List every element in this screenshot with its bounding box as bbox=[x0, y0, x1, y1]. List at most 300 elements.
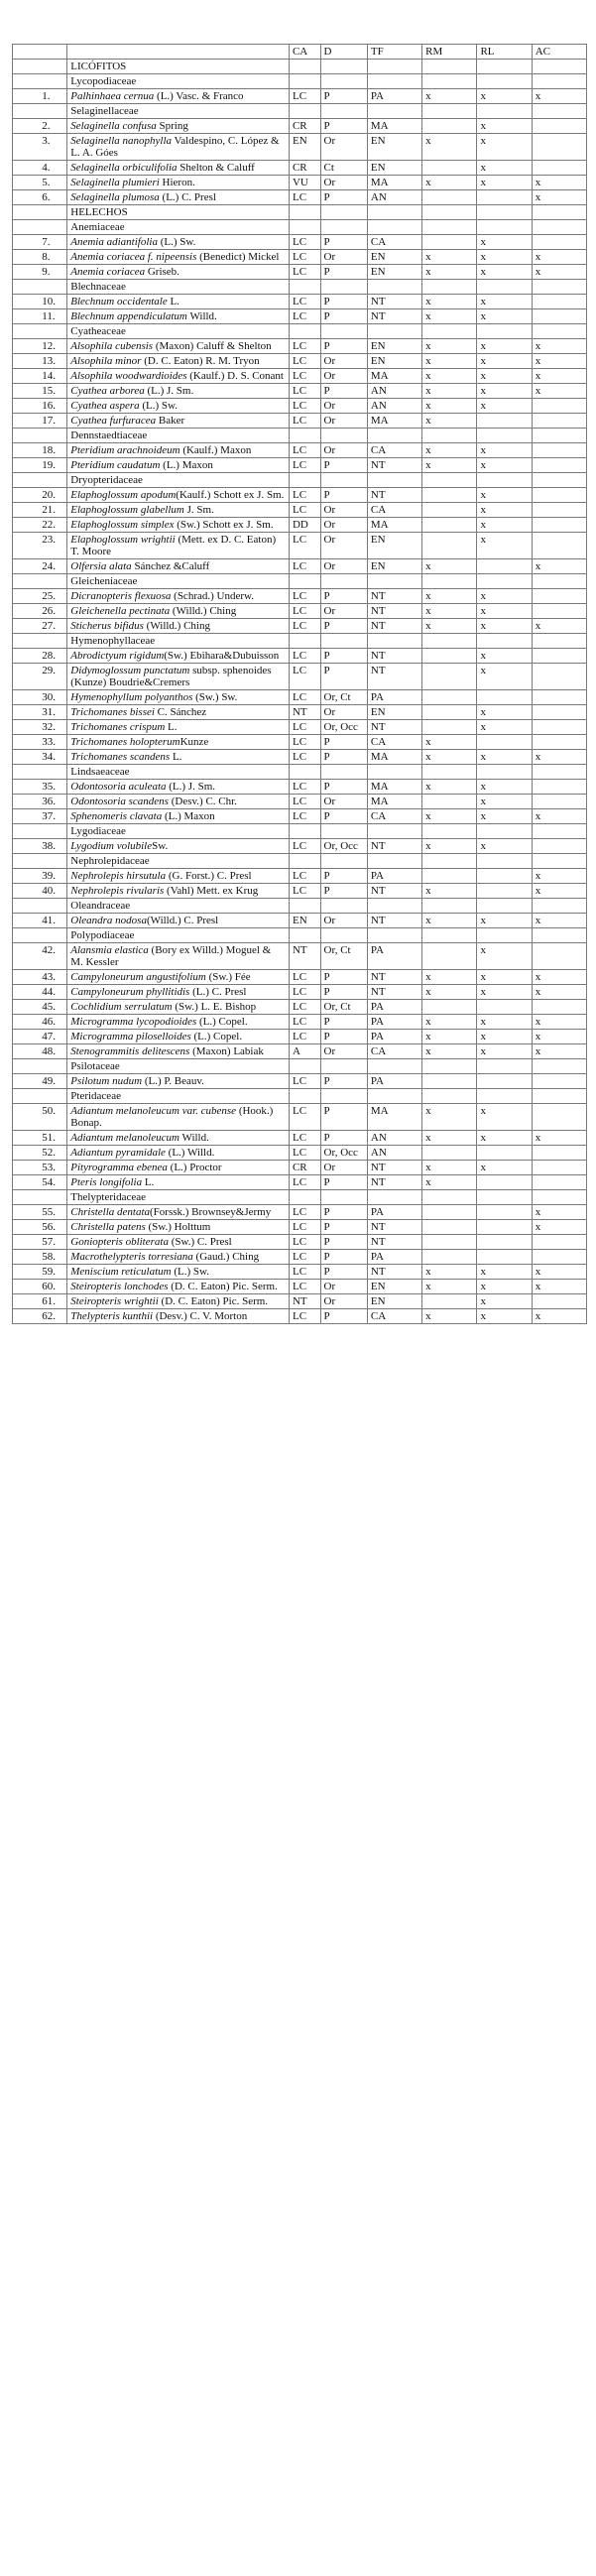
species-name: Trichomanes bissei bbox=[70, 706, 155, 718]
species-name-cell bbox=[67, 369, 290, 384]
species-row bbox=[13, 1074, 587, 1089]
tf-cell: NT bbox=[367, 309, 421, 324]
row-num-empty bbox=[13, 574, 67, 589]
row-number: 58. bbox=[42, 1251, 57, 1263]
species-name: Blechnum appendiculatum bbox=[70, 310, 187, 322]
species-name-cell bbox=[67, 985, 290, 1000]
header-row bbox=[13, 45, 587, 60]
species-author: (Gaud.) Ching bbox=[192, 1251, 260, 1263]
species-name: Trichomanes crispum bbox=[70, 721, 166, 733]
empty-cell bbox=[532, 104, 586, 119]
empty-cell bbox=[320, 1190, 367, 1205]
species-author: Spring bbox=[156, 120, 188, 132]
ca-cell: LC bbox=[289, 809, 320, 824]
rm-cell bbox=[422, 190, 477, 205]
empty-cell bbox=[320, 1089, 367, 1104]
family-row bbox=[13, 1089, 587, 1104]
row-number-cell bbox=[13, 265, 67, 280]
rm-cell bbox=[422, 1074, 477, 1089]
rl-cell: x bbox=[477, 780, 532, 795]
tf-cell: PA bbox=[367, 869, 421, 884]
rm-cell: x bbox=[422, 384, 477, 399]
rm-cell bbox=[422, 649, 477, 664]
rm-cell bbox=[422, 235, 477, 250]
species-row bbox=[13, 1220, 587, 1235]
row-number-cell bbox=[13, 1030, 67, 1044]
row-number-cell bbox=[13, 604, 67, 619]
species-name-cell bbox=[67, 649, 290, 664]
rl-cell bbox=[477, 1146, 532, 1161]
species-table bbox=[12, 44, 587, 1324]
species-row bbox=[13, 735, 587, 750]
d-cell: Or bbox=[320, 1280, 367, 1294]
empty-cell bbox=[320, 574, 367, 589]
row-number: 13. bbox=[42, 355, 57, 367]
ac-cell: x bbox=[532, 1131, 586, 1146]
species-author: (L.) Proctor bbox=[167, 1162, 222, 1173]
row-number: 16. bbox=[42, 400, 57, 412]
rl-cell: x bbox=[477, 488, 532, 503]
row-number: 8. bbox=[42, 251, 51, 263]
rm-cell bbox=[422, 664, 477, 690]
empty-cell bbox=[320, 324, 367, 339]
species-author: (L.) Vasc. & Franco bbox=[154, 90, 244, 102]
row-number-cell bbox=[13, 619, 67, 634]
species-name-cell bbox=[67, 339, 290, 354]
row-number-cell bbox=[13, 1220, 67, 1235]
d-cell: P bbox=[320, 265, 367, 280]
empty-cell bbox=[367, 280, 421, 295]
ac-cell: x bbox=[532, 985, 586, 1000]
species-row bbox=[13, 1175, 587, 1190]
row-num-empty bbox=[13, 74, 67, 89]
ca-cell: LC bbox=[289, 1146, 320, 1161]
species-author: (L.) Sw. bbox=[171, 1266, 209, 1278]
species-name: Meniscium reticulatum bbox=[70, 1266, 172, 1278]
ac-cell bbox=[532, 1250, 586, 1265]
empty-cell bbox=[289, 928, 320, 943]
row-num-empty bbox=[13, 429, 67, 443]
empty-cell bbox=[422, 60, 477, 74]
ca-cell: CR bbox=[289, 161, 320, 176]
row-number-cell bbox=[13, 1146, 67, 1161]
ac-cell bbox=[532, 134, 586, 161]
ca-cell: LC bbox=[289, 619, 320, 634]
tf-cell: NT bbox=[367, 839, 421, 854]
species-name-cell bbox=[67, 780, 290, 795]
ac-cell bbox=[532, 720, 586, 735]
d-cell: P bbox=[320, 488, 367, 503]
tf-cell: NT bbox=[367, 985, 421, 1000]
row-number: 20. bbox=[42, 489, 57, 501]
species-row bbox=[13, 190, 587, 205]
empty-cell bbox=[532, 220, 586, 235]
empty-cell bbox=[532, 429, 586, 443]
family-label: Lindsaeaceae bbox=[67, 765, 290, 780]
rm-cell: x bbox=[422, 1280, 477, 1294]
species-author: (Willd.) Ching bbox=[143, 620, 210, 632]
row-number: 43. bbox=[42, 971, 57, 983]
family-row bbox=[13, 1059, 587, 1074]
row-num-empty bbox=[13, 60, 67, 74]
d-cell: P bbox=[320, 1250, 367, 1265]
ac-cell bbox=[532, 1000, 586, 1015]
row-number-cell bbox=[13, 309, 67, 324]
empty-cell bbox=[422, 104, 477, 119]
d-cell: P bbox=[320, 809, 367, 824]
ca-cell: LC bbox=[289, 664, 320, 690]
group-row bbox=[13, 205, 587, 220]
ca-cell: LC bbox=[289, 265, 320, 280]
species-author: (L.) C. Presl bbox=[189, 986, 247, 998]
family-label: Gleicheniaceae bbox=[67, 574, 290, 589]
rm-cell: x bbox=[422, 1161, 477, 1175]
rl-cell: x bbox=[477, 1280, 532, 1294]
species-name-cell bbox=[67, 619, 290, 634]
ac-cell: x bbox=[532, 1309, 586, 1324]
tf-cell: CA bbox=[367, 735, 421, 750]
species-author: (L.) J. Sm. bbox=[144, 385, 194, 397]
rl-cell: x bbox=[477, 1294, 532, 1309]
species-name: Pteridium caudatum bbox=[70, 459, 161, 471]
d-cell: P bbox=[320, 1175, 367, 1190]
rl-cell: x bbox=[477, 985, 532, 1000]
species-row bbox=[13, 414, 587, 429]
tf-cell: CA bbox=[367, 1309, 421, 1324]
species-row bbox=[13, 265, 587, 280]
species-author: (L.) Maxon bbox=[160, 459, 213, 471]
rm-cell bbox=[422, 1294, 477, 1309]
tf-cell: MA bbox=[367, 518, 421, 533]
row-number-cell bbox=[13, 190, 67, 205]
ca-cell: LC bbox=[289, 503, 320, 518]
rm-cell: x bbox=[422, 295, 477, 309]
row-number-cell bbox=[13, 690, 67, 705]
species-author: (Maxon) Caluff & Shelton bbox=[153, 340, 272, 352]
rm-cell: x bbox=[422, 369, 477, 384]
rl-cell: x bbox=[477, 384, 532, 399]
species-row bbox=[13, 750, 587, 765]
rl-cell bbox=[477, 1250, 532, 1265]
species-author: L. bbox=[142, 1176, 155, 1188]
row-number-cell bbox=[13, 1000, 67, 1015]
species-name-cell bbox=[67, 354, 290, 369]
species-author: (Desv.) C. V. Morton bbox=[153, 1310, 248, 1322]
rm-cell bbox=[422, 869, 477, 884]
rm-cell: x bbox=[422, 884, 477, 899]
d-cell: Or bbox=[320, 914, 367, 928]
rl-cell: x bbox=[477, 354, 532, 369]
rl-cell: x bbox=[477, 604, 532, 619]
empty-cell bbox=[367, 60, 421, 74]
rl-cell: x bbox=[477, 589, 532, 604]
row-number: 30. bbox=[42, 691, 57, 703]
document-page bbox=[12, 44, 587, 1324]
d-cell: Or bbox=[320, 399, 367, 414]
species-author: (Sw.) Schott ex J. Sm. bbox=[174, 519, 274, 531]
row-number-cell bbox=[13, 809, 67, 824]
row-number: 31. bbox=[42, 706, 57, 718]
ac-cell: x bbox=[532, 1044, 586, 1059]
species-name: Campyloneurum phyllitidis bbox=[70, 986, 190, 998]
tf-cell: MA bbox=[367, 119, 421, 134]
species-author: (L.) Sw. bbox=[139, 400, 179, 412]
empty-cell bbox=[532, 765, 586, 780]
family-row bbox=[13, 220, 587, 235]
ca-cell: LC bbox=[289, 1235, 320, 1250]
d-cell: P bbox=[320, 970, 367, 985]
species-name-cell bbox=[67, 914, 290, 928]
family-row bbox=[13, 899, 587, 914]
ac-cell: x bbox=[532, 1280, 586, 1294]
row-number: 4. bbox=[42, 162, 51, 174]
d-cell: P bbox=[320, 458, 367, 473]
family-row bbox=[13, 429, 587, 443]
row-number: 38. bbox=[42, 840, 57, 852]
ac-cell bbox=[532, 589, 586, 604]
species-row bbox=[13, 1146, 587, 1161]
row-number-cell bbox=[13, 1074, 67, 1089]
species-row bbox=[13, 134, 587, 161]
empty-cell bbox=[477, 1059, 532, 1074]
tf-cell: NT bbox=[367, 1161, 421, 1175]
family-row bbox=[13, 854, 587, 869]
ca-cell: LC bbox=[289, 488, 320, 503]
rl-cell: x bbox=[477, 119, 532, 134]
rm-cell bbox=[422, 161, 477, 176]
ca-cell: NT bbox=[289, 1294, 320, 1309]
tf-cell: PA bbox=[367, 1015, 421, 1030]
empty-cell bbox=[367, 324, 421, 339]
ac-cell bbox=[532, 399, 586, 414]
empty-cell bbox=[289, 205, 320, 220]
species-author: (Willd.) Ching bbox=[170, 605, 237, 617]
row-number: 55. bbox=[42, 1206, 57, 1218]
rl-cell: x bbox=[477, 1309, 532, 1324]
empty-cell bbox=[320, 205, 367, 220]
ac-cell bbox=[532, 533, 586, 559]
row-number: 14. bbox=[42, 370, 57, 382]
d-cell: Ct bbox=[320, 161, 367, 176]
rl-cell bbox=[477, 414, 532, 429]
row-number-cell bbox=[13, 458, 67, 473]
row-num-empty bbox=[13, 1059, 67, 1074]
ca-cell: LC bbox=[289, 869, 320, 884]
species-name-cell bbox=[67, 488, 290, 503]
row-number-cell bbox=[13, 1104, 67, 1131]
row-number-cell bbox=[13, 443, 67, 458]
rl-cell bbox=[477, 869, 532, 884]
empty-cell bbox=[422, 1190, 477, 1205]
rm-cell: x bbox=[422, 839, 477, 854]
ca-cell: LC bbox=[289, 589, 320, 604]
row-number-cell bbox=[13, 488, 67, 503]
species-row bbox=[13, 690, 587, 705]
empty-cell bbox=[532, 899, 586, 914]
row-num-empty bbox=[13, 854, 67, 869]
empty-cell bbox=[532, 634, 586, 649]
row-num-empty bbox=[13, 104, 67, 119]
row-number-cell bbox=[13, 664, 67, 690]
species-name: Nephrolepis hirsutula bbox=[70, 870, 167, 882]
empty-cell bbox=[289, 634, 320, 649]
ac-cell: x bbox=[532, 1015, 586, 1030]
species-author: Sw. bbox=[152, 840, 169, 852]
species-name-cell bbox=[67, 589, 290, 604]
rl-cell: x bbox=[477, 443, 532, 458]
row-number-cell bbox=[13, 985, 67, 1000]
family-label: Cyatheaceae bbox=[67, 324, 290, 339]
species-name-cell bbox=[67, 795, 290, 809]
species-author: subsp. sphenoides (Kunze) Boudrie&Cremers bbox=[70, 665, 272, 688]
tf-cell: AN bbox=[367, 384, 421, 399]
species-row bbox=[13, 649, 587, 664]
ca-cell: LC bbox=[289, 443, 320, 458]
tf-cell: NT bbox=[367, 1220, 421, 1235]
rl-cell: x bbox=[477, 134, 532, 161]
species-author: (Kaulf.) Schott ex J. Sm. bbox=[176, 489, 285, 501]
ac-cell bbox=[532, 1175, 586, 1190]
species-row bbox=[13, 1280, 587, 1294]
species-row bbox=[13, 1294, 587, 1309]
tf-cell: NT bbox=[367, 604, 421, 619]
empty-cell bbox=[532, 574, 586, 589]
d-cell: P bbox=[320, 235, 367, 250]
rm-cell bbox=[422, 1146, 477, 1161]
empty-cell bbox=[477, 824, 532, 839]
d-cell: P bbox=[320, 1015, 367, 1030]
species-author: Willd. bbox=[179, 1132, 209, 1144]
family-label: Dennstaedtiaceae bbox=[67, 429, 290, 443]
ac-cell bbox=[532, 664, 586, 690]
row-number: 11. bbox=[42, 310, 56, 322]
species-author: (Benedict) Mickel bbox=[196, 251, 280, 263]
d-cell: Or bbox=[320, 1294, 367, 1309]
species-author: Griseb. bbox=[145, 266, 179, 278]
tf-cell: MA bbox=[367, 795, 421, 809]
ca-cell: LC bbox=[289, 735, 320, 750]
species-author: (L.) Maxon bbox=[162, 810, 215, 822]
species-name: Odontosoria scandens bbox=[70, 796, 169, 807]
ac-cell bbox=[532, 458, 586, 473]
empty-cell bbox=[422, 220, 477, 235]
empty-cell bbox=[367, 74, 421, 89]
rm-cell bbox=[422, 943, 477, 970]
rl-cell: x bbox=[477, 750, 532, 765]
ac-cell: x bbox=[532, 176, 586, 190]
rm-cell: x bbox=[422, 1044, 477, 1059]
d-cell: P bbox=[320, 735, 367, 750]
species-name-cell bbox=[67, 1280, 290, 1294]
empty-cell bbox=[289, 824, 320, 839]
row-number: 10. bbox=[42, 296, 57, 307]
species-name: Selaginella plumieri bbox=[70, 177, 160, 188]
row-number: 28. bbox=[42, 650, 57, 662]
ac-cell: x bbox=[532, 190, 586, 205]
row-number-cell bbox=[13, 1309, 67, 1324]
species-name: Adiantum pyramidale bbox=[70, 1147, 166, 1159]
species-author: Kunze bbox=[179, 736, 209, 748]
species-row bbox=[13, 780, 587, 795]
ac-cell bbox=[532, 1235, 586, 1250]
row-number-cell bbox=[13, 559, 67, 574]
rl-cell: x bbox=[477, 89, 532, 104]
empty-cell bbox=[422, 899, 477, 914]
species-row bbox=[13, 399, 587, 414]
ca-cell: LC bbox=[289, 720, 320, 735]
row-number: 2. bbox=[42, 120, 51, 132]
family-label: Lygodiaceae bbox=[67, 824, 290, 839]
empty-cell bbox=[367, 928, 421, 943]
ca-cell: LC bbox=[289, 649, 320, 664]
rm-cell: x bbox=[422, 339, 477, 354]
species-author: Sánchez &Caluff bbox=[131, 560, 210, 572]
empty-cell bbox=[367, 429, 421, 443]
species-name: Anemia coriacea bbox=[70, 266, 146, 278]
d-cell: P bbox=[320, 1104, 367, 1131]
species-row bbox=[13, 1250, 587, 1265]
tf-cell: AN bbox=[367, 1146, 421, 1161]
row-number-cell bbox=[13, 1131, 67, 1146]
species-author: (Mett. ex D. C. Eaton) T. Moore bbox=[70, 534, 277, 557]
d-cell: P bbox=[320, 1235, 367, 1250]
row-number: 26. bbox=[42, 605, 57, 617]
ac-cell bbox=[532, 604, 586, 619]
ac-cell: x bbox=[532, 1220, 586, 1235]
ac-cell bbox=[532, 735, 586, 750]
species-author: Shelton & Caluff bbox=[177, 162, 255, 174]
species-name: Pityrogramma ebenea bbox=[70, 1162, 168, 1173]
ac-cell: x bbox=[532, 265, 586, 280]
header-tf: TF bbox=[367, 45, 421, 60]
species-name-cell bbox=[67, 664, 290, 690]
rl-cell: x bbox=[477, 161, 532, 176]
empty-cell bbox=[477, 634, 532, 649]
empty-cell bbox=[289, 765, 320, 780]
species-name: Anemia coriacea f. nipeensis bbox=[70, 251, 197, 263]
ac-cell bbox=[532, 503, 586, 518]
species-author: (Kaulf.) D. S. Conant bbox=[186, 370, 284, 382]
ca-cell: NT bbox=[289, 943, 320, 970]
tf-cell: EN bbox=[367, 134, 421, 161]
rl-cell: x bbox=[477, 1044, 532, 1059]
row-number-cell bbox=[13, 720, 67, 735]
ac-cell: x bbox=[532, 914, 586, 928]
species-author: (L.) J. Sm. bbox=[166, 781, 216, 793]
group-label: HELECHOS bbox=[67, 205, 290, 220]
family-label: Oleandraceae bbox=[67, 899, 290, 914]
row-number-cell bbox=[13, 795, 67, 809]
species-row bbox=[13, 589, 587, 604]
species-name: Microgramma lycopodioides bbox=[70, 1016, 197, 1028]
species-name-cell bbox=[67, 809, 290, 824]
d-cell: P bbox=[320, 89, 367, 104]
species-author: (Sw.) Fée bbox=[205, 971, 251, 983]
row-num-empty bbox=[13, 473, 67, 488]
empty-cell bbox=[477, 104, 532, 119]
species-name-cell bbox=[67, 1146, 290, 1161]
row-number-cell bbox=[13, 1205, 67, 1220]
rm-cell: x bbox=[422, 354, 477, 369]
ca-cell: LC bbox=[289, 235, 320, 250]
row-number: 33. bbox=[42, 736, 57, 748]
family-row bbox=[13, 104, 587, 119]
species-row bbox=[13, 1161, 587, 1175]
species-author: (Hook.) Bonap. bbox=[70, 1105, 274, 1129]
empty-cell bbox=[422, 824, 477, 839]
group-row bbox=[13, 60, 587, 74]
row-number-cell bbox=[13, 1280, 67, 1294]
